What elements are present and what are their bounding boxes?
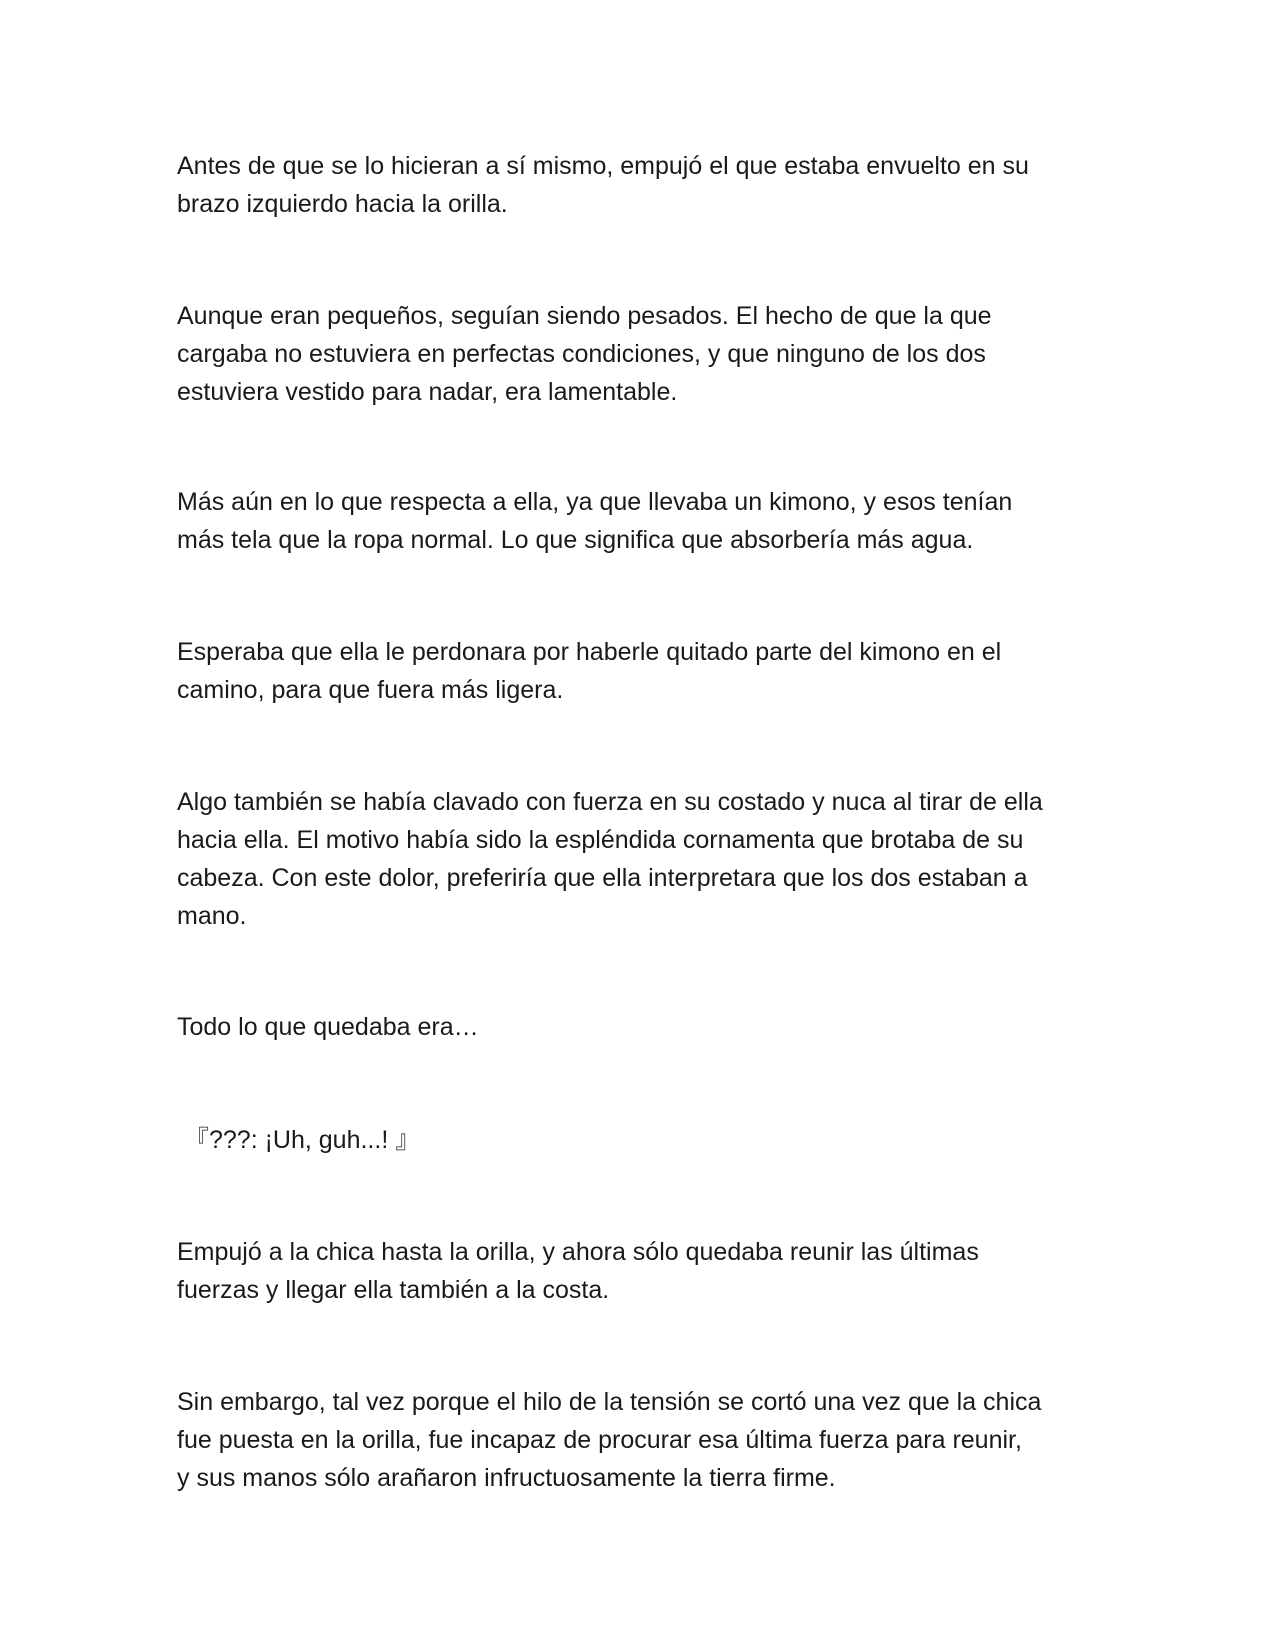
paragraph: Aunque eran pequeños, seguían siendo pesados. El hecho de que la que cargaba no estuviera en perfectas condiciones, y que ninguno de los dos estuviera vestido para nadar, era lamentable.	[177, 302, 992, 406]
dialogue-line: 『???: ¡Uh, guh...! 』	[184, 1126, 421, 1154]
paragraph: Más aún en lo que respecta a ella, ya que llevaba un kimono, y esos tenían más tela que la ropa normal. Lo que significa que absorbería más agua.	[177, 488, 1013, 554]
paragraph: Algo también se había clavado con fuerza en su costado y nuca al tirar de ella hacia ella. El motivo había sido la espléndida cornamenta que brotaba de su cabeza. Con este dolor, preferiría que ella interpretara que los dos estaban a mano.	[177, 788, 1043, 930]
paragraph: Antes de que se lo hicieran a sí mismo, empujó el que estaba envuelto en su brazo izquierdo hacia la orilla.	[177, 152, 1029, 218]
paragraph: Todo lo que quedaba era…	[177, 1013, 479, 1041]
paragraph: Esperaba que ella le perdonara por haberle quitado parte del kimono en el camino, para que fuera más ligera.	[177, 638, 1002, 704]
paragraph: Sin embargo, tal vez porque el hilo de la tensión se cortó una vez que la chica fue puesta en la orilla, fue incapaz de procurar esa última fuerza para reunir, y sus manos sólo arañaron infructuosamente la tierra firme.	[177, 1388, 1042, 1492]
paragraph: Empujó a la chica hasta la orilla, y ahora sólo quedaba reunir las últimas fuerzas y llegar ella también a la costa.	[177, 1238, 979, 1304]
